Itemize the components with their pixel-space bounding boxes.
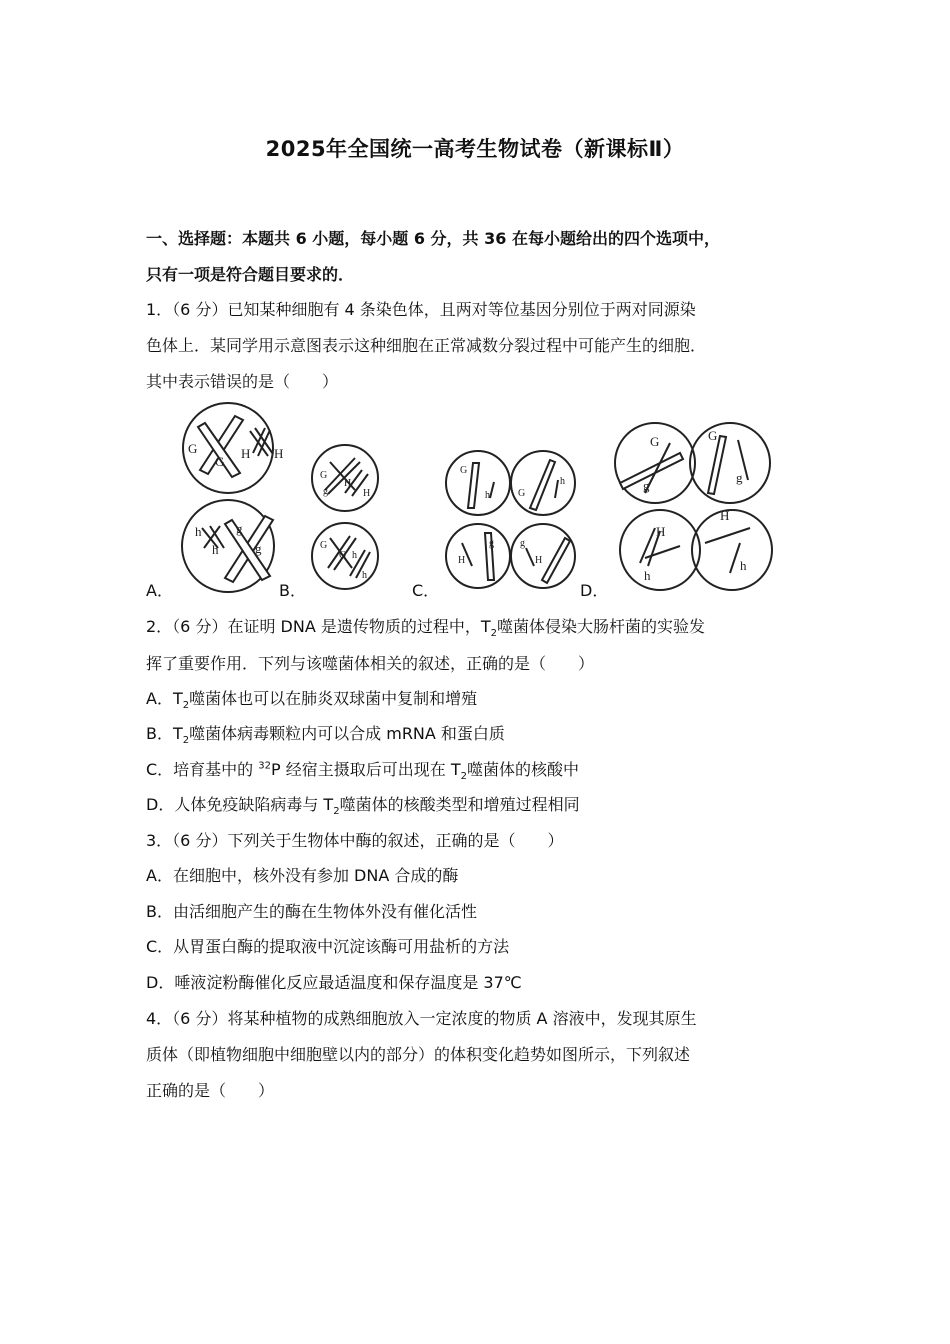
q3-line1: 3．（6 分）下列关于生物体中酶的叙述，正确的是（ ） xyxy=(146,831,564,850)
option-a-cells xyxy=(182,403,283,592)
option-text: C．培育基中的 xyxy=(146,760,259,779)
q1-line2: 色体上．某同学用示意图表示这种细胞在正常减数分裂过程中可能产生的细胞． xyxy=(146,336,707,355)
q1-option-a-label: A． xyxy=(146,581,173,600)
page-title: 2025年全国统一高考生物试卷（新课标Ⅱ） xyxy=(265,137,685,161)
section-heading-line1: 一、选择题：本题共 6 小题，每小题 6 分，共 36 在每小题给出的四个选项中， xyxy=(146,229,720,248)
allele-label: g xyxy=(255,541,262,556)
superscript: 32 xyxy=(258,760,271,772)
subscript: 2 xyxy=(490,628,498,640)
allele-label: g xyxy=(323,486,328,497)
allele-label: h xyxy=(195,524,202,539)
allele-label: H xyxy=(458,555,466,566)
subscript: 2 xyxy=(182,700,190,712)
allele-label: G xyxy=(339,550,347,561)
option-text: 噬菌体也可以在肺炎双球菌中复制和增殖 xyxy=(189,689,478,708)
allele-label: g xyxy=(643,478,650,493)
q2-line1 xyxy=(146,614,705,639)
allele-label: h xyxy=(352,550,357,561)
q2-line2: 挥了重要作用．下列与该噬菌体相关的叙述，正确的是（ ） xyxy=(146,654,595,673)
allele-label: G xyxy=(215,454,225,469)
option-d-cells xyxy=(615,423,772,590)
q2-option-b xyxy=(146,721,505,746)
allele-label: H xyxy=(656,524,666,539)
allele-label: h xyxy=(212,542,219,557)
subscript: 2 xyxy=(460,771,467,783)
allele-label: H xyxy=(344,478,352,489)
allele-label: g xyxy=(520,538,525,549)
q3-option-b: B．由活细胞产生的酶在生物体外没有催化活性 xyxy=(146,902,477,921)
q4-line3: 正确的是（ ） xyxy=(146,1081,275,1100)
q2-option-d xyxy=(146,792,580,817)
allele-label: G xyxy=(320,470,328,481)
option-text: 噬菌体的核酸类型和增殖过程相同 xyxy=(339,795,580,814)
allele-label: G xyxy=(518,488,526,499)
allele-label: G xyxy=(650,434,660,449)
subscript: 2 xyxy=(182,735,190,747)
q4-line2: 质体（即植物细胞中细胞壁以内的部分）的体积变化趋势如图所示，下列叙述 xyxy=(146,1045,691,1064)
q1-option-d-label: D． xyxy=(580,581,609,600)
allele-label: h xyxy=(560,476,565,487)
allele-label: g xyxy=(236,521,243,536)
subscript: 2 xyxy=(333,806,340,818)
allele-label: H xyxy=(274,446,284,461)
q2-line1-text: 噬菌体侵染大肠杆菌的实验发 xyxy=(497,617,706,636)
section-heading-line2: 只有一项是符合题目要求的． xyxy=(146,265,355,284)
q1-line3: 其中表示错误的是（ ） xyxy=(146,372,339,391)
allele-label: H xyxy=(720,508,730,523)
q1-cell-diagrams xyxy=(140,398,800,603)
q2-option-a xyxy=(146,686,477,711)
q4-line1: 4．（6 分）将某种植物的成熟细胞放入一定浓度的物质 A 溶液中，发现其原生 xyxy=(146,1009,697,1028)
allele-label: G xyxy=(320,540,328,551)
allele-label: g xyxy=(736,470,743,485)
allele-label: H xyxy=(363,488,371,499)
allele-label: H xyxy=(535,555,543,566)
option-text: P 经宿主摄取后可出现在 T xyxy=(271,760,461,779)
option-text: B．T xyxy=(146,724,183,743)
allele-label: h xyxy=(740,558,747,573)
allele-label: g xyxy=(489,538,494,549)
q1-option-c-label: C． xyxy=(412,581,440,600)
q2-line1-text: 2．（6 分）在证明 DNA 是遗传物质的过程中，T xyxy=(146,617,491,636)
q1-option-b-label: B． xyxy=(279,581,306,600)
allele-label: H xyxy=(241,446,251,461)
q3-option-d: D．唾液淀粉酶催化反应最适温度和保存温度是 37℃ xyxy=(146,973,522,992)
q1-line1: 1．（6 分）已知某种细胞有 4 条染色体，且两对等位基因分别位于两对同源染 xyxy=(146,300,696,319)
allele-label: G xyxy=(188,441,198,456)
q2-option-c xyxy=(146,757,579,782)
allele-label: G xyxy=(708,428,718,443)
q3-option-c: C．从胃蛋白酶的提取液中沉淀该酶可用盐析的方法 xyxy=(146,937,510,956)
option-text: 噬菌体的核酸中 xyxy=(466,760,579,779)
option-b-cells xyxy=(312,445,378,589)
option-text: 噬菌体病毒颗粒内可以合成 mRNA 和蛋白质 xyxy=(189,724,505,743)
q3-option-a: A．在细胞中，核外没有参加 DNA 合成的酶 xyxy=(146,866,459,885)
allele-label: h xyxy=(362,570,367,581)
option-text: D．人体免疫缺陷病毒与 T xyxy=(146,795,334,814)
allele-label: h xyxy=(485,490,490,501)
option-c-cells xyxy=(446,451,575,588)
allele-label: G xyxy=(460,465,468,476)
option-text: A．T xyxy=(146,689,183,708)
allele-label: h xyxy=(644,568,651,583)
